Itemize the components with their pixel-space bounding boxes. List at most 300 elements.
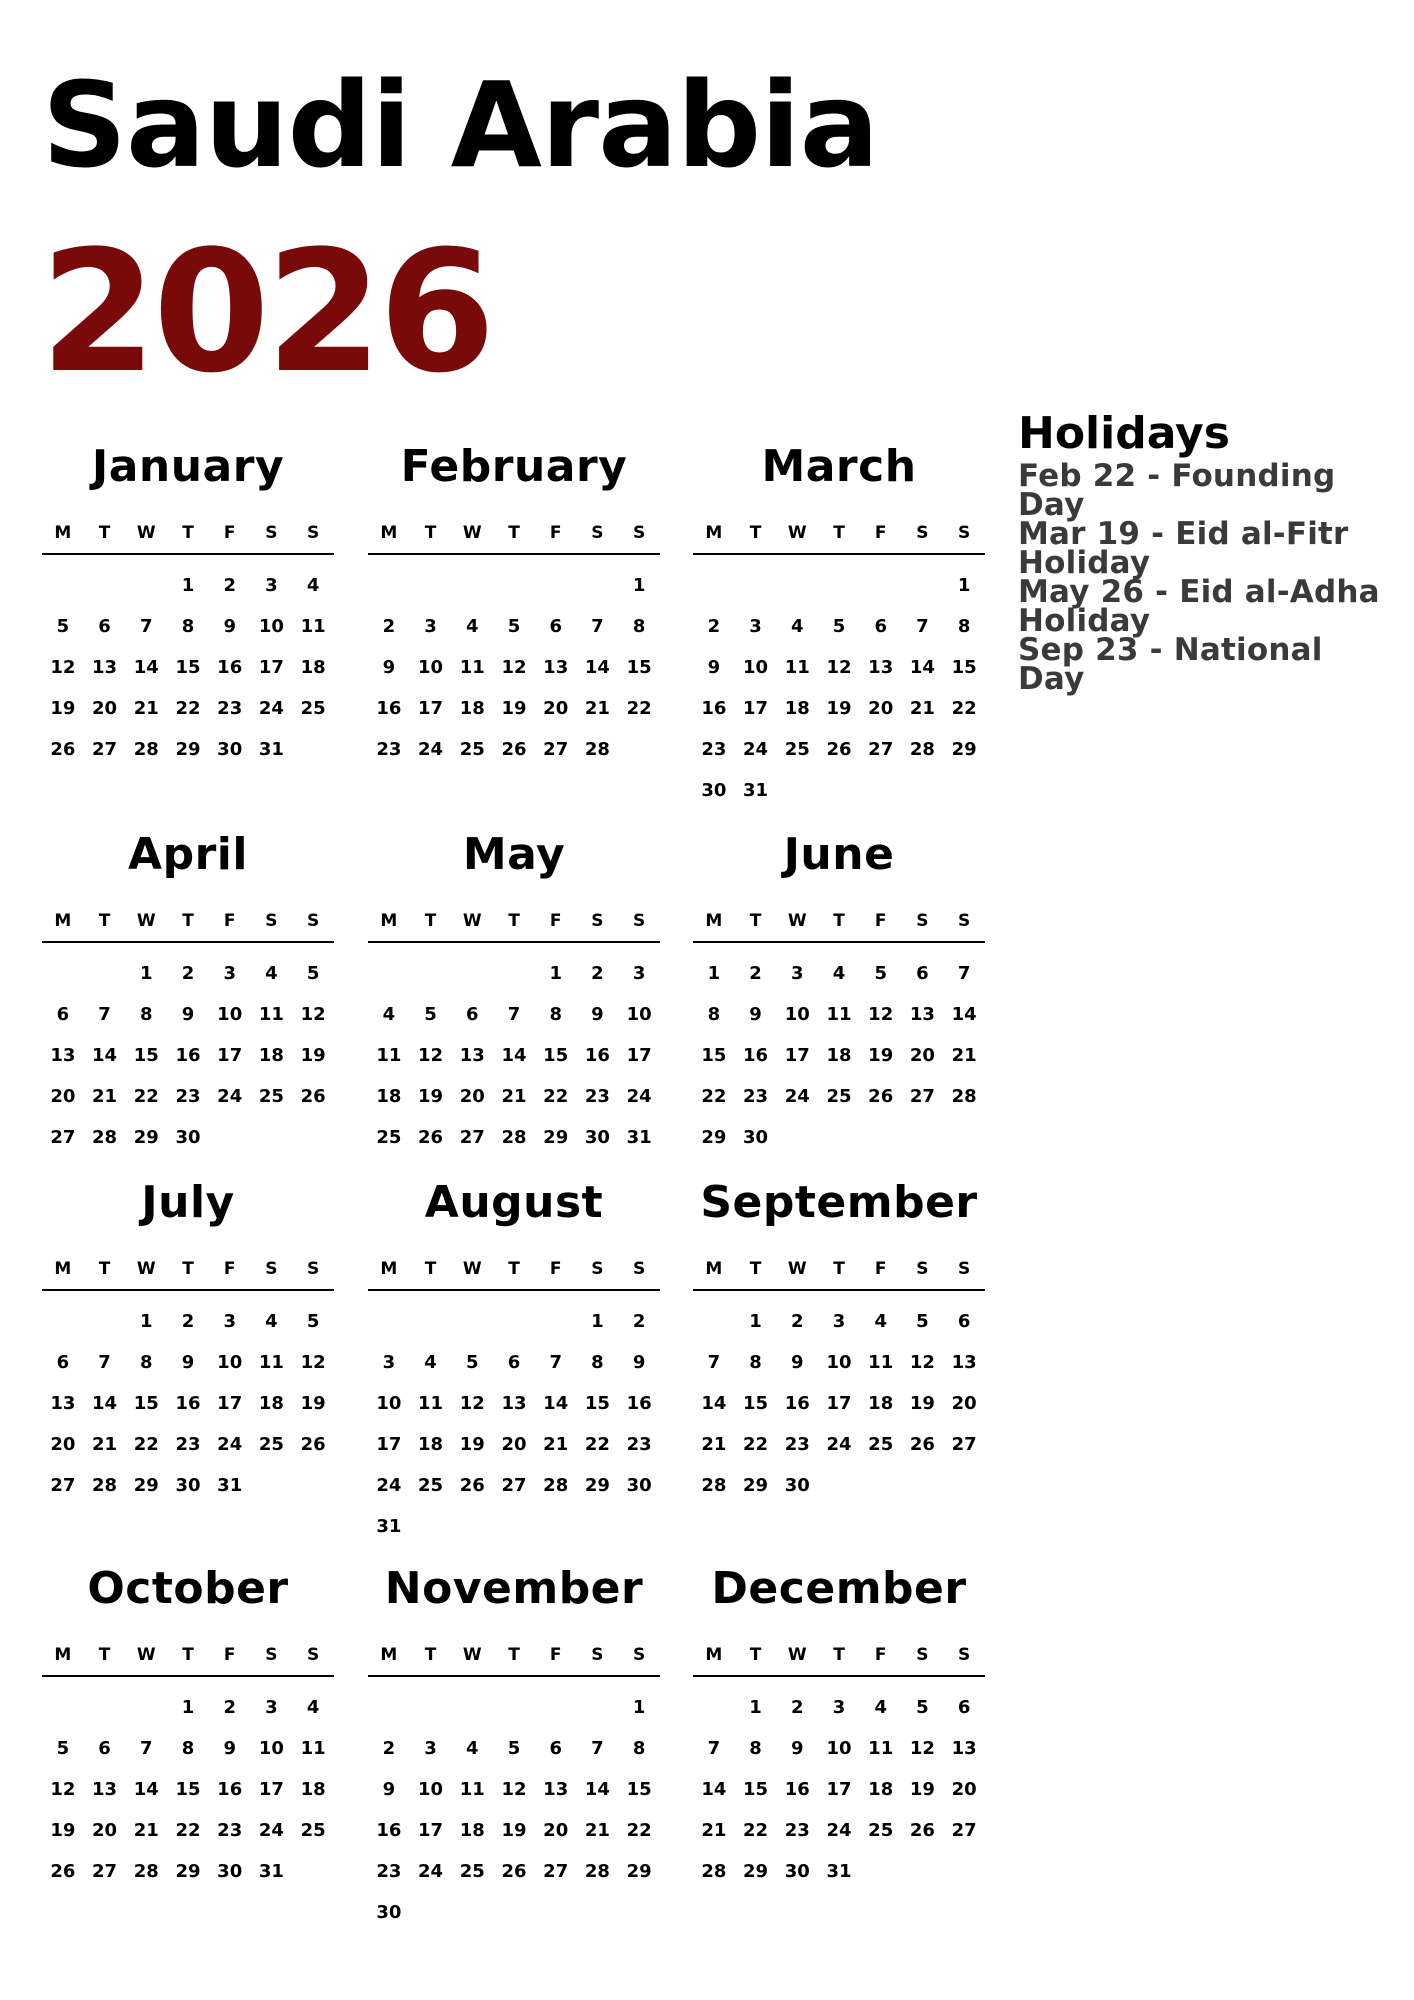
day-cell: 28 [584,739,610,760]
day-cell: 29 [743,1475,769,1496]
day-empty [693,1687,735,1728]
day-cell: 26 [300,1086,326,1107]
weekday-label: F [549,523,562,543]
day-cell: 17 [826,1779,852,1800]
day-cell: 19 [868,1045,894,1066]
day-cell: 26 [909,1820,935,1841]
day-cell: 23 [784,1820,810,1841]
day-cell: 21 [584,1820,610,1841]
day-cell: 17 [418,698,444,719]
day-cell: 26 [868,1086,894,1107]
day-cell: 20 [543,698,569,719]
day-cell: 21 [501,1086,527,1107]
weekday-label: S [265,1259,278,1279]
day-cell: 22 [626,698,652,719]
day-cell: 12 [826,657,852,678]
day-cell: 12 [909,1738,935,1759]
day-grid [368,943,660,1158]
month-may [368,829,660,1158]
weekday-label: T [833,911,845,931]
day-cell: 15 [743,1393,769,1414]
day-cell: 27 [92,739,118,760]
day-cell: 22 [543,1086,569,1107]
day-cell: 11 [258,1352,284,1373]
day-empty [451,1301,493,1342]
day-cell: 3 [265,1697,278,1718]
day-cell: 15 [743,1779,769,1800]
day-cell: 16 [217,657,243,678]
day-cell: 23 [376,739,402,760]
month-february [368,441,660,770]
day-cell: 27 [951,1820,977,1841]
day-cell: 23 [784,1434,810,1455]
month-name: September [700,1177,978,1228]
day-cell: 22 [951,698,977,719]
day-cell: 11 [868,1738,894,1759]
day-cell: 24 [784,1086,810,1107]
weekday-label: T [424,911,437,931]
weekday-label: W [787,1645,807,1665]
day-empty [84,565,126,606]
weekday-header [693,1259,985,1291]
day-cell: 9 [791,1352,804,1373]
weekday-label: T [508,523,520,543]
day-cell: 21 [133,1820,159,1841]
day-cell: 9 [223,616,236,637]
day-cell: 28 [133,739,159,760]
day-cell: 17 [826,1393,852,1414]
day-grid [42,555,334,770]
day-cell: 23 [175,1086,201,1107]
day-empty [535,565,577,606]
day-cell: 23 [743,1086,769,1107]
day-empty [535,1301,577,1342]
day-cell: 20 [543,1820,569,1841]
day-cell: 23 [376,1861,402,1882]
day-cell: 14 [951,1004,977,1025]
day-cell: 19 [459,1434,485,1455]
day-cell: 6 [916,963,929,984]
day-cell: 14 [133,1779,159,1800]
weekday-header [693,911,985,943]
holiday-item: Sep 23 - National Day [1018,632,1323,697]
day-cell: 14 [909,657,935,678]
month-name: October [87,1563,289,1614]
year-heading: 2026 [40,214,492,410]
day-empty [42,1301,84,1342]
day-grid [42,1291,334,1506]
day-cell: 12 [868,1004,894,1025]
weekday-label: W [787,1259,807,1279]
day-cell: 9 [223,1738,236,1759]
weekday-label: S [916,911,929,931]
day-cell: 6 [98,1738,111,1759]
day-cell: 1 [181,1697,195,1718]
day-cell: 1 [549,963,562,984]
day-cell: 8 [140,1004,153,1025]
day-cell: 4 [382,1004,396,1025]
day-cell: 6 [56,1352,70,1373]
day-cell: 27 [459,1127,485,1148]
day-cell: 10 [217,1004,243,1025]
day-cell: 11 [258,1004,284,1025]
day-cell: 2 [791,1697,804,1718]
day-cell: 14 [543,1393,569,1414]
day-cell: 11 [376,1045,402,1066]
day-cell: 19 [909,1779,935,1800]
day-cell: 3 [791,963,804,984]
month-september [693,1177,985,1506]
day-empty [368,565,410,606]
weekday-label: F [874,523,887,543]
day-cell: 8 [749,1352,762,1373]
holiday-item: May 26 - Eid al-Adha Holiday [1018,574,1380,639]
day-cell: 22 [584,1434,610,1455]
day-cell: 24 [217,1434,243,1455]
day-cell: 25 [376,1127,402,1148]
day-cell: 26 [501,739,527,760]
day-empty [577,1687,619,1728]
month-name: March [761,441,917,492]
day-grid [368,1677,660,1933]
day-empty [735,565,777,606]
day-empty [693,565,735,606]
day-cell: 2 [749,963,762,984]
day-cell: 5 [306,1311,320,1332]
weekday-label: T [508,1259,520,1279]
month-name: May [462,829,566,880]
day-cell: 18 [784,698,810,719]
day-grid [693,943,985,1158]
day-cell: 9 [707,657,721,678]
day-cell: 6 [549,616,562,637]
day-cell: 28 [501,1127,527,1148]
weekday-label: M [380,911,398,931]
day-cell: 19 [909,1393,935,1414]
day-cell: 2 [382,616,396,637]
day-cell: 16 [175,1393,201,1414]
weekday-label: M [54,523,72,543]
day-cell: 12 [459,1393,485,1414]
day-empty [776,565,818,606]
day-cell: 16 [584,1045,610,1066]
day-cell: 29 [626,1861,652,1882]
day-cell: 15 [133,1045,159,1066]
day-cell: 22 [743,1820,769,1841]
month-august [368,1177,660,1547]
weekday-label: F [549,911,562,931]
holiday-item: Mar 19 - Eid al-Fitr Holiday [1018,516,1349,581]
day-cell: 29 [175,739,201,760]
weekday-label: T [98,911,111,931]
day-cell: 24 [258,1820,284,1841]
day-cell: 11 [300,616,326,637]
day-cell: 7 [916,616,929,637]
month-name: November [384,1563,644,1614]
weekday-label: S [633,911,646,931]
day-empty [410,1687,452,1728]
day-cell: 25 [868,1434,894,1455]
weekday-label: T [833,523,845,543]
day-cell: 13 [868,657,894,678]
day-empty [368,1301,410,1342]
day-cell: 18 [868,1779,894,1800]
day-cell: 8 [707,1004,721,1025]
day-cell: 14 [701,1393,727,1414]
day-cell: 15 [626,657,652,678]
day-cell: 14 [92,1045,118,1066]
day-cell: 20 [868,698,894,719]
day-cell: 4 [306,575,320,596]
day-cell: 16 [376,1820,402,1841]
day-cell: 6 [466,1004,479,1025]
weekday-label: T [424,1645,437,1665]
day-cell: 19 [300,1393,326,1414]
day-cell: 21 [133,698,159,719]
weekday-label: S [591,1259,604,1279]
day-cell: 18 [418,1434,444,1455]
day-cell: 15 [175,1779,201,1800]
day-cell: 26 [50,739,76,760]
day-cell: 20 [951,1779,977,1800]
day-cell: 1 [707,963,721,984]
weekday-label: M [380,1645,398,1665]
day-empty [368,953,410,994]
day-cell: 8 [181,616,195,637]
weekday-header [693,1645,985,1677]
day-cell: 7 [507,1004,521,1025]
day-cell: 29 [743,1861,769,1882]
day-cell: 19 [501,1820,527,1841]
day-cell: 24 [418,739,444,760]
day-empty [84,953,126,994]
day-cell: 27 [50,1127,76,1148]
day-cell: 10 [418,657,444,678]
day-empty [493,1687,535,1728]
weekday-label: W [787,523,807,543]
day-cell: 16 [175,1045,201,1066]
day-cell: 3 [632,963,646,984]
day-cell: 29 [133,1475,159,1496]
day-cell: 16 [376,698,402,719]
day-cell: 6 [957,1697,971,1718]
day-cell: 30 [784,1475,810,1496]
weekday-label: S [307,1645,320,1665]
day-cell: 19 [50,698,76,719]
day-cell: 7 [98,1352,111,1373]
day-cell: 25 [418,1475,444,1496]
day-cell: 5 [832,616,846,637]
weekday-label: F [223,523,236,543]
day-grid [693,1677,985,1892]
holidays-panel [1018,408,1398,697]
day-cell: 20 [92,698,118,719]
weekday-label: T [182,1259,194,1279]
weekday-label: M [705,911,723,931]
day-cell: 10 [784,1004,810,1025]
weekday-label: F [874,1259,887,1279]
day-cell: 21 [701,1820,727,1841]
day-cell: 9 [632,1352,646,1373]
weekday-label: S [307,1259,320,1279]
weekday-label: S [633,1645,646,1665]
day-cell: 11 [300,1738,326,1759]
day-cell: 26 [459,1475,485,1496]
weekday-label: S [591,911,604,931]
day-cell: 31 [743,780,769,801]
day-cell: 23 [217,1820,243,1841]
day-cell: 28 [951,1086,977,1107]
day-cell: 30 [175,1127,201,1148]
day-cell: 8 [140,1352,153,1373]
day-cell: 3 [223,963,236,984]
day-cell: 10 [258,616,284,637]
day-cell: 22 [743,1434,769,1455]
day-empty [451,953,493,994]
day-cell: 8 [632,616,646,637]
day-cell: 29 [133,1127,159,1148]
day-cell: 18 [258,1045,284,1066]
day-cell: 20 [459,1086,485,1107]
weekday-header [368,1259,660,1291]
day-cell: 27 [951,1434,977,1455]
day-cell: 31 [258,1861,284,1882]
weekday-label: T [182,523,194,543]
day-cell: 26 [826,739,852,760]
day-empty [493,1301,535,1342]
day-cell: 17 [217,1393,243,1414]
month-july [42,1177,334,1506]
day-cell: 17 [217,1045,243,1066]
weekday-header [368,1645,660,1677]
day-cell: 10 [258,1738,284,1759]
day-cell: 15 [543,1045,569,1066]
weekday-header [693,523,985,555]
day-empty [42,565,84,606]
day-cell: 28 [92,1475,118,1496]
day-cell: 23 [626,1434,652,1455]
day-cell: 26 [909,1434,935,1455]
day-cell: 4 [874,1311,887,1332]
day-cell: 17 [376,1434,402,1455]
day-cell: 27 [543,1861,569,1882]
day-cell: 17 [418,1820,444,1841]
day-cell: 7 [707,1352,721,1373]
day-cell: 9 [181,1004,195,1025]
day-cell: 28 [92,1127,118,1148]
weekday-label: W [462,523,482,543]
day-cell: 31 [376,1516,402,1537]
day-cell: 10 [217,1352,243,1373]
day-cell: 28 [133,1861,159,1882]
day-cell: 19 [50,1820,76,1841]
weekday-label: T [424,523,437,543]
day-cell: 5 [306,963,320,984]
day-cell: 9 [749,1004,762,1025]
day-cell: 22 [133,1086,159,1107]
day-cell: 12 [501,1779,527,1800]
day-cell: 18 [459,698,485,719]
month-march [693,441,985,811]
weekday-label: T [833,1259,845,1279]
weekday-label: W [462,1645,482,1665]
day-cell: 5 [916,1311,929,1332]
day-cell: 14 [92,1393,118,1414]
day-cell: 13 [92,1779,118,1800]
day-empty [535,1687,577,1728]
day-cell: 15 [133,1393,159,1414]
day-cell: 30 [376,1902,402,1923]
month-october [42,1563,334,1892]
day-empty [84,1687,126,1728]
day-cell: 30 [784,1861,810,1882]
day-cell: 2 [707,616,721,637]
day-cell: 9 [382,1779,396,1800]
day-cell: 5 [56,1738,70,1759]
day-cell: 5 [874,963,887,984]
weekday-label: T [98,1259,111,1279]
day-cell: 6 [874,616,887,637]
weekday-label: F [549,1645,562,1665]
weekday-label: T [508,1645,520,1665]
weekday-header [368,523,660,555]
day-cell: 1 [749,1697,762,1718]
day-cell: 25 [459,739,485,760]
day-cell: 13 [951,1738,977,1759]
day-cell: 19 [826,698,852,719]
day-cell: 11 [459,657,485,678]
day-cell: 26 [300,1434,326,1455]
month-name: April [128,829,248,880]
day-cell: 3 [424,616,437,637]
day-cell: 25 [459,1861,485,1882]
day-cell: 6 [549,1738,562,1759]
weekday-label: M [705,1645,723,1665]
day-cell: 17 [743,698,769,719]
day-cell: 17 [258,1779,284,1800]
weekday-label: S [958,523,971,543]
day-cell: 22 [133,1434,159,1455]
day-cell: 2 [223,1697,236,1718]
day-cell: 9 [181,1352,195,1373]
day-cell: 2 [632,1311,646,1332]
day-cell: 2 [181,1311,195,1332]
day-cell: 22 [701,1086,727,1107]
day-cell: 4 [424,1352,437,1373]
day-cell: 24 [826,1820,852,1841]
day-cell: 15 [701,1045,727,1066]
day-cell: 7 [591,1738,604,1759]
day-cell: 8 [181,1738,195,1759]
day-cell: 12 [50,1779,76,1800]
month-name: December [711,1563,967,1614]
day-cell: 11 [784,657,810,678]
day-cell: 1 [591,1311,604,1332]
day-cell: 27 [50,1475,76,1496]
day-cell: 21 [92,1086,118,1107]
weekday-label: S [591,1645,604,1665]
day-cell: 4 [874,1697,887,1718]
month-april [42,829,334,1158]
day-cell: 10 [826,1352,852,1373]
day-cell: 22 [175,698,201,719]
day-cell: 13 [909,1004,935,1025]
day-cell: 31 [626,1127,652,1148]
holiday-list [1018,458,1398,697]
day-cell: 7 [549,1352,562,1373]
day-cell: 6 [957,1311,971,1332]
weekday-label: T [182,911,194,931]
